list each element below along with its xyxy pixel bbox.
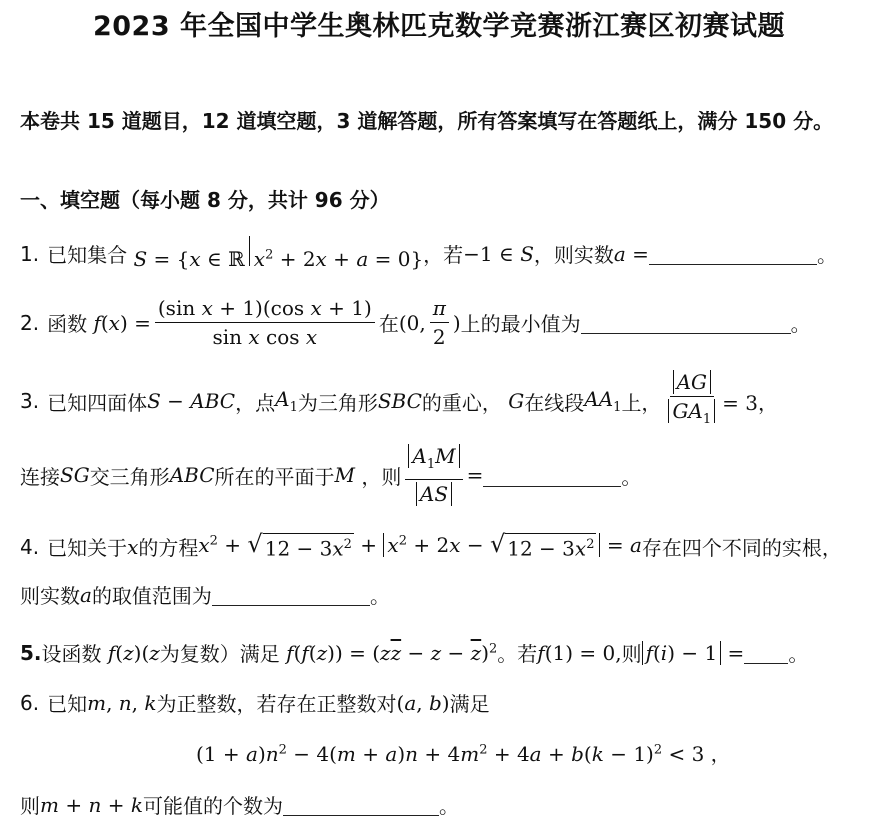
math-expression: $A_1$ bbox=[275, 387, 298, 415]
problem-number: 6. bbox=[20, 690, 40, 715]
math-expression: = bbox=[466, 463, 484, 487]
math-fraction: $\frac{\text{(sin x + 1)(cos x + 1)}}{\text{sin x cos x}}$ bbox=[155, 296, 375, 349]
problem-text: ，若 bbox=[423, 243, 464, 267]
math-expression: f(x) = bbox=[93, 310, 151, 335]
problem-number: 1. bbox=[20, 241, 40, 266]
math-expression: ) bbox=[452, 310, 461, 335]
math-expression: $f(f(z)) = (z\overline{z} - z - \overline{z})^2$ bbox=[286, 640, 498, 665]
problem-text: 设函数 bbox=[41, 642, 102, 666]
math-expression: $AA_1$ bbox=[584, 387, 622, 415]
problem-number: 5. bbox=[20, 640, 42, 665]
math-expression: f(z)(z bbox=[107, 640, 160, 665]
problem-text: 则 bbox=[20, 794, 40, 818]
exam-intro: 本卷共 15 道题目，12 道填空题，3 道解答题，所有答案填写在答题纸上，满分 150 分。 bbox=[20, 109, 834, 133]
problem-number: 3. bbox=[20, 389, 40, 413]
math-expression: S = {x ∈ ℝ $x^2 + 2x + a = 0$} bbox=[127, 236, 423, 271]
problem-text: 连接 bbox=[20, 464, 60, 489]
answer-blank[interactable] bbox=[212, 583, 370, 606]
problem-text: 函数 bbox=[47, 312, 88, 336]
problem-6 bbox=[20, 688, 490, 717]
math-expression: S − ABC bbox=[147, 389, 236, 413]
problem-6-equation bbox=[196, 738, 731, 767]
problem-text: 的方程 bbox=[138, 536, 199, 560]
problem-4-continued: 则实数 a 的取值范围为 。 bbox=[20, 580, 390, 609]
math-fraction: $\frac{A_1M}{AS}$ bbox=[405, 444, 462, 506]
problem-3 bbox=[20, 370, 778, 432]
math-expression: = 3， bbox=[722, 390, 778, 415]
problem-number: 4. bbox=[20, 534, 40, 559]
problem-text: 已知集合 bbox=[47, 243, 128, 267]
math-expression: SG bbox=[60, 463, 90, 487]
problem-text: 存在四个不同的实根， bbox=[641, 536, 842, 560]
answer-blank[interactable] bbox=[581, 311, 791, 334]
problem-text: 交三角形 bbox=[89, 464, 170, 489]
math-expression: SBC bbox=[377, 389, 422, 413]
math-expression: f(1) = 0, bbox=[537, 640, 622, 665]
problem-text: 为正整数，若存在正整数对 bbox=[156, 692, 397, 716]
answer-blank[interactable] bbox=[283, 793, 439, 816]
math-expression: f(i) − 1 = bbox=[642, 641, 745, 665]
problem-2: 2. 函数 f(x) = $\frac{\text{(sin x + 1)(cos x + 1)}}{\text{sin x cos x}}$ 在 (0, $\frac{\pi}{2}$ ) 上的最小值为 。 bbox=[20, 296, 811, 349]
section-heading: 一、填空题（每小题 8 分，共计 96 分） bbox=[20, 188, 390, 212]
problem-text: 。若 bbox=[497, 642, 538, 666]
problem-text: 在线段 bbox=[524, 390, 585, 415]
math-expression: x bbox=[127, 534, 139, 559]
problem-text: ，点 bbox=[235, 390, 276, 415]
problem-6-continued: 则 m + n + k 可能值的个数为 。 bbox=[20, 790, 459, 819]
problem-text: 已知 bbox=[47, 692, 88, 716]
problem-text: 可能值的个数为 bbox=[142, 794, 283, 818]
problem-text: 的取值范围为 bbox=[91, 584, 212, 608]
problem-1: 1. 已知集合 S = {x ∈ ℝ $x^2 + 2x + a = 0$} ，若 −1 ∈ S ，则实数 a = 。 bbox=[20, 236, 837, 271]
math-expression: G bbox=[501, 389, 525, 413]
math-expression: a = bbox=[613, 241, 649, 266]
math-expression: M bbox=[334, 463, 362, 487]
problem-text: ，则 bbox=[361, 464, 402, 489]
problem-text: 为复数）满足 bbox=[159, 642, 280, 666]
math-expression: $(1 + a)n^2 - 4(m + a)n + 4m^2 + 4a + b(k - 1)^2 < 3$ ， bbox=[196, 742, 731, 766]
problem-4 bbox=[20, 532, 842, 561]
problem-text: 已知四面体 bbox=[47, 390, 148, 415]
problem-text: 所在的平面于 bbox=[214, 464, 335, 489]
problem-text: 则 bbox=[621, 642, 642, 666]
math-expression: (0, bbox=[398, 310, 426, 335]
problem-text: 已知关于 bbox=[47, 536, 128, 560]
math-expression: −1 ∈ S bbox=[463, 241, 534, 266]
math-expression: m + n + k bbox=[40, 792, 143, 817]
problem-text: 上， bbox=[621, 390, 662, 415]
math-expression: $x^2$ + √ $12 - 3x^2$ + $x^2 + 2x$ − √ $12 - 3x^2$ = a bbox=[198, 530, 642, 561]
math-fraction: $\frac{AG}{GA_1}$ bbox=[665, 370, 718, 432]
problem-5: 5. 设函数 f(z)(z 为复数）满足 $f(f(z)) = (z\overline{z} - z - \overline{z})^2$ 。若 f(1) = 0, 则 f(i) − 1 = 。 bbox=[20, 638, 808, 667]
problem-number: 2. bbox=[20, 310, 40, 335]
problem-text: 在 bbox=[378, 312, 399, 336]
problem-text: 满足 bbox=[449, 692, 490, 716]
math-expression: a bbox=[80, 582, 92, 607]
problem-3-continued: 连接 SG 交三角形 ABC 所在的平面于 M ，则 $\frac{A_1M}{AS}$ = 。 bbox=[20, 444, 642, 506]
answer-blank[interactable] bbox=[483, 464, 621, 487]
math-expression: ABC bbox=[169, 463, 215, 487]
math-fraction: $\frac{\pi}{2}$ bbox=[430, 296, 449, 349]
problem-text: 上的最小值为 bbox=[460, 312, 581, 336]
math-expression: (a, b) bbox=[396, 690, 450, 715]
page-title: 2023 年全国中学生奥林匹克数学竞赛浙江赛区初赛试题 bbox=[92, 11, 786, 42]
problem-text: 的重心， bbox=[421, 390, 502, 415]
problem-text: ，则实数 bbox=[533, 243, 614, 267]
math-expression: m, n, k bbox=[87, 690, 157, 715]
problem-text: 为三角形 bbox=[297, 390, 378, 415]
answer-blank[interactable] bbox=[649, 242, 817, 265]
answer-blank[interactable] bbox=[744, 641, 788, 664]
problem-text: 则实数 bbox=[20, 584, 80, 608]
